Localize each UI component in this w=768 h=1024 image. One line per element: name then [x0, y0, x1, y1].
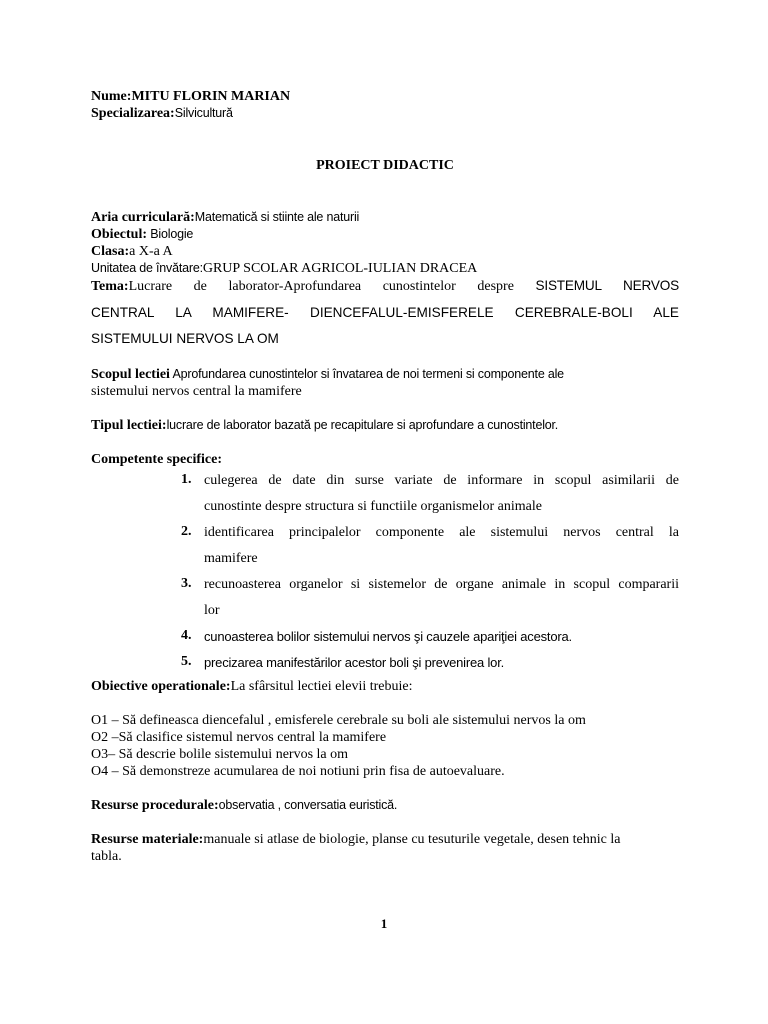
list-item: O4 – Să demonstreze acumularea de noi notiuni prin fisa de autoevaluare.: [91, 764, 505, 779]
clasa-label: Clasa:: [91, 244, 130, 259]
list-item-line-1: culegerea de date din surse variate de informare in scopul asimilarii de: [204, 473, 679, 488]
scop-line-2: sistemului nervos central la mamifere: [91, 384, 302, 399]
obiective-intro: La sfârsitul lectiei elevii trebuie:: [230, 679, 413, 694]
obiect-label: Obiectul:: [91, 227, 147, 242]
scop-label: Scopul lectiei: [91, 367, 170, 382]
document-title: PROIECT DIDACTIC: [316, 158, 454, 173]
list-item-line-1: cunoasterea bolilor sistemului nervos şi cauzele apariţiei acestora.: [204, 629, 572, 644]
competente-label: Competente specifice:: [91, 452, 223, 467]
resurse-procedurale-label: Resurse procedurale:: [91, 798, 219, 813]
unitate-label: Unitatea de învătare:: [91, 261, 203, 275]
document-page: [91, 88, 679, 865]
clasa-line: [91, 243, 679, 260]
aria-value: Matematică si stiinte ale naturii: [194, 210, 360, 224]
list-number: 3.: [181, 576, 192, 591]
resurse-materiale-label: Resurse materiale:: [91, 832, 204, 847]
resurse-procedurale-value: observatia , conversatia euristică.: [218, 798, 398, 812]
tip-line: [91, 417, 679, 434]
list-number: 2.: [181, 524, 192, 539]
name-label: Nume:: [91, 89, 132, 104]
resurse-procedurale-line: [91, 797, 679, 814]
resurse-materiale-line: [91, 831, 679, 848]
competente-list: [91, 468, 679, 676]
unitate-value: GRUP SCOLAR AGRICOL-IULIAN DRACEA: [202, 261, 478, 276]
list-item-line-1: identificarea principalelor componente ale sistemului nervos central la: [204, 525, 679, 540]
scop-value-1: Aprofundarea cunostintelor si învatarea de noi termeni si componente ale: [169, 367, 564, 381]
tema-label: Tema:: [91, 279, 129, 294]
list-item: [91, 468, 679, 520]
tema-line: [91, 277, 679, 295]
unitate-line: [91, 260, 679, 277]
list-item: O2 –Să clasifice sistemul nervos central la mamifere: [91, 730, 387, 745]
list-item: [91, 572, 679, 624]
list-item: [91, 624, 679, 650]
list-item: O3– Să descrie bolile sistemului nervos la om: [91, 747, 349, 762]
resurse-materiale-line-2: tabla.: [91, 849, 122, 864]
list-number: 4.: [181, 628, 192, 643]
obiective-label: Obiective operationale:: [91, 679, 231, 694]
list-item-line-1: precizarea manifestărilor acestor boli şi prevenirea lor.: [204, 655, 505, 670]
specialization-label: Specializarea:: [91, 106, 175, 121]
list-item-line-2: lor: [204, 603, 220, 618]
list-item: O1 – Să defineasca diencefalul , emisferele cerebrale su boli ale sistemului nervos la om: [91, 713, 586, 728]
tip-label: Tipul lectiei:: [91, 418, 167, 433]
obiective-line: [91, 678, 679, 695]
list-number: 5.: [181, 654, 192, 669]
name-value: MITU FLORIN MARIAN: [131, 89, 291, 104]
obiect-line: [91, 226, 679, 243]
tip-value: lucrare de laborator bazată pe recapitulare si aprofundare a cunostintelor.: [166, 418, 559, 432]
scop-line: [91, 366, 679, 383]
page-number: 1: [380, 916, 388, 931]
name-line: [91, 88, 679, 105]
obiect-value: Biologie: [147, 227, 194, 241]
tema-value-1: Lucrare de laborator-Aprofundarea cunostintelor despre: [128, 279, 536, 294]
clasa-value: a X-a A: [129, 244, 173, 259]
list-item: [91, 520, 679, 572]
tema-line-2: CENTRAL LA MAMIFERE- DIENCEFALUL-EMISFERELE CEREBRALE-BOLI ALE: [91, 305, 679, 320]
specialization-line: [91, 105, 679, 122]
list-item-line-2: cunostinte despre structura si functiile organismelor animale: [204, 499, 542, 514]
aria-line: [91, 209, 679, 226]
resurse-materiale-value-1: manuale si atlase de biologie, planse cu tesuturile vegetale, desen tehnic la: [203, 832, 621, 847]
list-item-line-2: mamifere: [204, 551, 258, 566]
list-number: 1.: [181, 472, 192, 487]
list-item-line-1: recunoasterea organelor si sistemelor de organe animale in scopul compararii: [204, 577, 679, 592]
tema-value-1b: SISTEMUL NERVOS: [535, 278, 679, 293]
aria-label: Aria curriculară:: [91, 210, 195, 225]
obiective-list: [91, 712, 679, 780]
tema-line-3: SISTEMULUI NERVOS LA OM: [91, 331, 279, 346]
list-item: [91, 650, 679, 676]
specialization-value: Silvicultură: [174, 106, 233, 120]
